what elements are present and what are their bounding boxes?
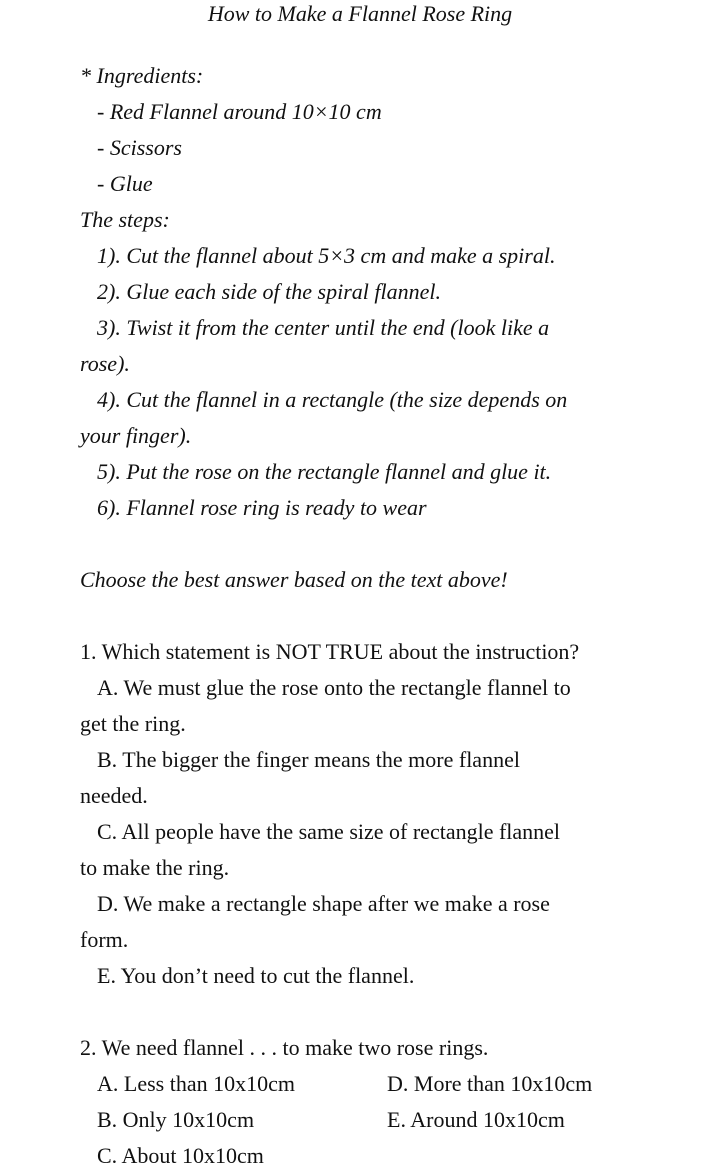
question-1-option: D. We make a rectangle shape after we make a rose [97,891,550,916]
question-1-option: A. We must glue the rose onto the rectangle flannel to [97,675,571,700]
question-1-option: needed. [80,783,148,808]
step-line: 2). Glue each side of the spiral flannel. [97,279,441,304]
question-2-option-a: A. Less than 10x10cm [97,1071,295,1096]
step-line: 3). Twist it from the center until the end (look like a [97,315,550,340]
question-1-option: get the ring. [80,711,186,736]
page-title: How to Make a Flannel Rose Ring [207,1,513,26]
question-1-stem: 1. Which statement is NOT TRUE about the instruction? [80,639,580,664]
steps-heading: The steps: [80,207,170,232]
question-2-option-b: B. Only 10x10cm [97,1107,255,1132]
question-1-option: E. You don’t need to cut the flannel. [97,963,415,988]
question-1-option: C. All people have the same size of rectangle flannel [97,819,561,844]
instruction-text: Choose the best answer based on the text above! [80,567,508,592]
step-line: 5). Put the rose on the rectangle flannel and glue it. [97,459,552,484]
step-line: your finger). [80,423,192,448]
ingredient-item: - Scissors [97,135,182,160]
question-1-option: to make the ring. [80,855,230,880]
step-line: 6). Flannel rose ring is ready to wear [97,495,427,520]
ingredients-heading: * Ingredients: [80,63,204,88]
step-line: 1). Cut the flannel about 5×3 cm and make a spiral. [97,243,556,268]
question-1-option: B. The bigger the finger means the more flannel [97,747,520,772]
question-1-option: form. [80,927,129,952]
step-line: 4). Cut the flannel in a rectangle (the size depends on [97,387,568,412]
question-2-option-e: E. Around 10x10cm [387,1107,565,1132]
ingredient-item: - Glue [97,171,153,196]
ingredient-item: - Red Flannel around 10×10 cm [97,99,382,124]
question-2-option-c: C. About 10x10cm [97,1143,264,1168]
step-line: rose). [80,351,130,376]
question-2-option-d: D. More than 10x10cm [387,1071,593,1096]
question-2-stem: 2. We need flannel . . . to make two rose rings. [80,1035,489,1060]
